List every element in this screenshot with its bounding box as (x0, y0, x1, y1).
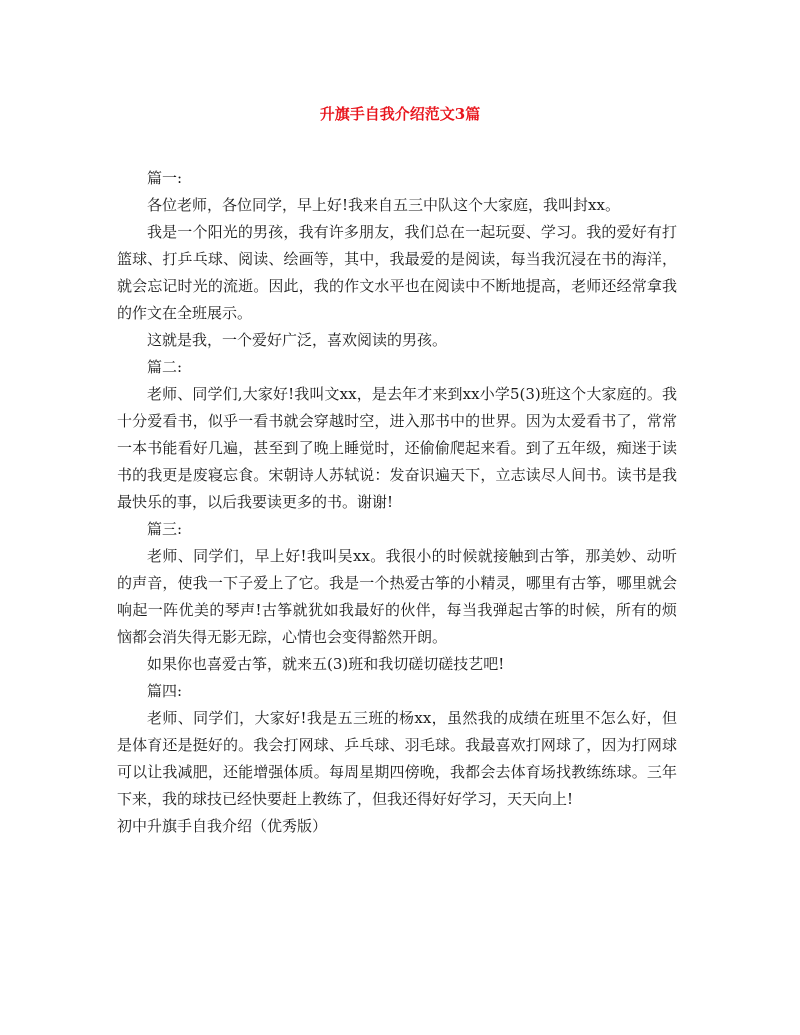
paragraph: 如果你也喜爱古筝，就来五(3)班和我切磋切磋技艺吧! (147, 655, 505, 673)
document-body (117, 165, 677, 840)
section-heading-1: 篇一: (147, 169, 183, 187)
paragraph: 老师、同学们,大家好!我叫文xx，是去年才来到xx小学5(3)班这个大家庭的。我十分爱看书，似乎一看书就会穿越时空，进入那书中的世界。因为太爱看书了，常常一本书能看好几遍，甚至到了晚上睡觉时，还偷偷爬起来看。到了五年级，痴迷于读书的我更是废寝忘食。宋朝诗人苏轼说：发奋识遍天下，立志读尽人间书。读书是我最快乐的事，以后我要读更多的书。谢谢! (117, 385, 677, 511)
paragraph: 我是一个阳光的男孩，我有许多朋友，我们总在一起玩耍、学习。我的爱好有打篮球、打乒乓球、阅读、绘画等，其中，我最爱的是阅读，每当我沉浸在书的海洋，就会忘记时光的流逝。因此，我的作文水平也在阅读中不断地提高，老师还经常拿我的作文在全班展示。 (117, 223, 677, 322)
footer-title: 初中升旗手自我介绍（优秀版） (117, 817, 328, 835)
paragraph: 各位老师，各位同学，早上好!我来自五三中队这个大家庭，我叫封xx。 (147, 196, 620, 214)
section-heading-3: 篇三: (147, 520, 183, 538)
paragraph: 老师、同学们，早上好!我叫吴xx。我很小的时候就接触到古筝，那美妙、动听的声音，使我一下子爱上了它。我是一个热爱古筝的小精灵，哪里有古筝，哪里就会响起一阵优美的琴声!古筝就犹如我最好的伙伴，每当我弹起古筝的时候，所有的烦恼都会消失得无影无踪，心情也会变得豁然开朗。 (117, 547, 677, 646)
paragraph: 老师、同学们，大家好!我是五三班的杨xx，虽然我的成绩在班里不怎么好，但是体育还是挺好的。我会打网球、乒乓球、羽毛球。我最喜欢打网球了，因为打网球可以让我减肥，还能增强体质。每周星期四傍晚，我都会去体育场找教练练球。三年下来，我的球技已经快要赶上教练了，但我还得好好学习，天天向上! (117, 709, 677, 808)
section-heading-2: 篇二: (147, 358, 183, 376)
paragraph: 这就是我，一个爱好广泛，喜欢阅读的男孩。 (147, 331, 448, 349)
section-heading-4: 篇四: (147, 682, 183, 700)
document-title: 升旗手自我介绍范文3篇 (319, 105, 481, 123)
